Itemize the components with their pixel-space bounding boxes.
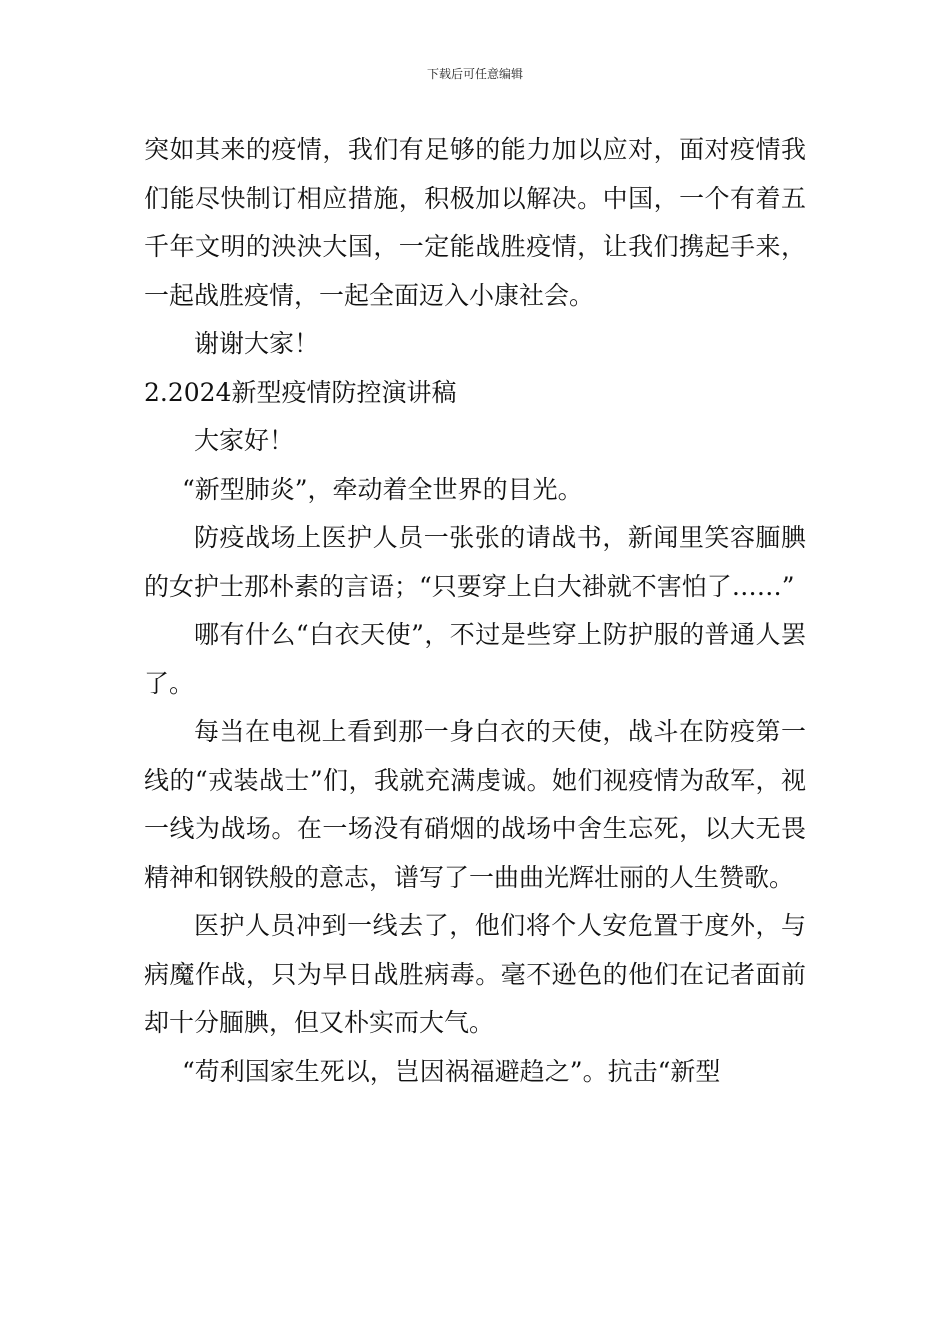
paragraph-greeting: 大家好！ bbox=[194, 426, 295, 455]
paragraph-closing-remarks: 突如其来的疫情，我们有足够的能力加以应对，面对疫情我们能尽快制订相应措施，积极加以解决。中国，一个有着五千年文明的泱泱大国，一定能战胜疫情，让我们携起手来，一起战胜疫情，一起全面迈入小康社会。 bbox=[144, 135, 806, 310]
paragraph-quote-intro: “新型肺炎”，牵动着全世界的目光。 bbox=[182, 474, 583, 504]
paragraph-battlefield: 防疫战场上医护人员一张张的请战书，新闻里笑容腼腆的女护士那朴素的言语；“只要穿上白大褂就不害怕了……” bbox=[144, 523, 806, 601]
page-header: 下载后可任意编辑 bbox=[426, 67, 523, 81]
paragraph-white-angels: 哪有什么“白衣天使”，不过是些穿上防护服的普通人罢了。 bbox=[144, 620, 806, 698]
paragraph-poem-quote: “苟利国家生死以，岂因祸福避趋之”。抗击“新型 bbox=[182, 1056, 721, 1086]
paragraph-thanks: 谢谢大家！ bbox=[194, 329, 320, 358]
paragraph-tv-angels: 每当在电视上看到那一身白衣的天使，战斗在防疫第一线的“戎装战士”们，我就充满虔诚。她们视疫情为敌军，视一线为战场。在一场没有硝烟的战场中舍生忘死，以大无畏精神和钢铁般的意志，谱写了一曲曲光辉壮丽的人生赞歌。 bbox=[144, 717, 806, 892]
paragraph-front-line: 医护人员冲到一线去了，他们将个人安危置于度外，与病魔作战，只为早日战胜病毒。毫不逊色的他们在记者面前却十分腼腆，但又朴实而大气。 bbox=[144, 911, 806, 1037]
document-body bbox=[144, 126, 806, 1096]
section-heading: 2.2024新型疫情防控演讲稿 bbox=[144, 377, 457, 407]
